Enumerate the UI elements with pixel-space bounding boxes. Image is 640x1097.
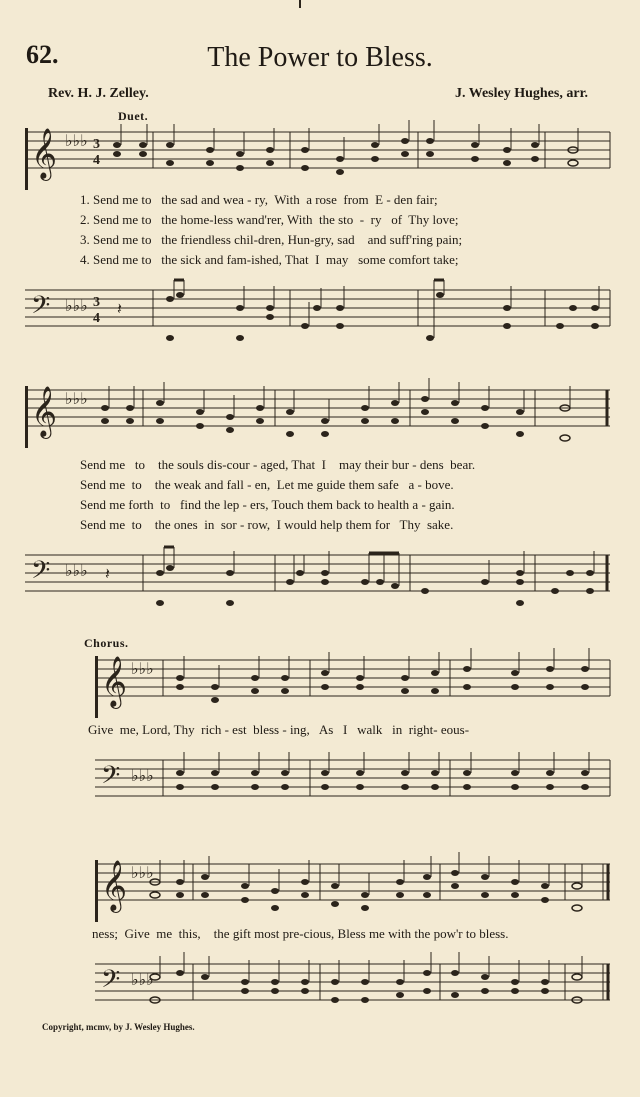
system-4-treble-staff bbox=[95, 852, 615, 922]
verse-4-line-1: 4. Send me to the sick and fam-ished, That I may some comfort take; bbox=[80, 252, 459, 267]
svg-text:𝄢: 𝄢 bbox=[101, 966, 121, 999]
svg-text:4: 4 bbox=[93, 311, 100, 326]
system-3-bass-staff bbox=[95, 748, 615, 808]
svg-text:3: 3 bbox=[93, 295, 100, 310]
chorus-line-1: Give me, Lord, Thy rich - est bless - ing, As I walk in right- eous- bbox=[88, 722, 470, 737]
system-1-treble-staff bbox=[25, 120, 615, 190]
verse-2-line-2: Send me to the weak and fall - en, Let me guide them safe a - bove. bbox=[80, 477, 454, 492]
svg-text:𝄢: 𝄢 bbox=[31, 557, 51, 590]
verse-2-line-1: 2. Send me to the home-less wand'rer, With the sto - ry of Thy love; bbox=[80, 212, 459, 227]
verse-3-line-2: Send me forth to find the lep - ers, Touch them back to health a - gain. bbox=[80, 497, 455, 512]
svg-text:♭♭♭: ♭♭♭ bbox=[65, 298, 88, 315]
page-mark bbox=[299, 0, 301, 8]
svg-text:♭♭♭: ♭♭♭ bbox=[65, 391, 88, 408]
svg-text:♭♭♭: ♭♭♭ bbox=[131, 865, 154, 882]
chorus-label: Chorus. bbox=[84, 636, 129, 650]
svg-text:3: 3 bbox=[93, 137, 100, 152]
svg-text:♭♭♭: ♭♭♭ bbox=[131, 972, 154, 989]
svg-text:𝄽: 𝄽 bbox=[105, 566, 110, 583]
hymn-number: 62. bbox=[26, 40, 59, 69]
system-1-bass-staff bbox=[25, 278, 615, 348]
copyright-notice: Copyright, mcmv, by J. Wesley Hughes. bbox=[42, 1022, 195, 1032]
verse-1-line-1: 1. Send me to the sad and wea - ry, With a rose from E - den fair; bbox=[80, 192, 438, 207]
chorus-line-2: ness; Give me this, the gift most pre-cious, Bless me with the pow'r to bless. bbox=[92, 926, 509, 941]
svg-text:𝄞: 𝄞 bbox=[101, 861, 128, 910]
svg-text:4: 4 bbox=[93, 153, 100, 168]
composer-credit: J. Wesley Hughes, arr. bbox=[454, 86, 588, 101]
hymn-title: The Power to Bless. bbox=[207, 42, 433, 73]
svg-text:𝄽: 𝄽 bbox=[117, 301, 122, 318]
duet-label: Duet. bbox=[118, 109, 149, 123]
lyricist-credit: Rev. H. J. Zelley. bbox=[48, 86, 149, 101]
verse-1-line-2: Send me to the souls dis-cour - aged, That I may their bur - dens bear. bbox=[80, 457, 476, 472]
system-2-treble-staff bbox=[25, 378, 615, 448]
svg-text:𝄢: 𝄢 bbox=[101, 762, 121, 795]
svg-text:𝄢: 𝄢 bbox=[31, 292, 51, 325]
svg-text:𝄞: 𝄞 bbox=[101, 657, 128, 706]
verse-3-line-1: 3. Send me to the friendless chil-dren, Hun-gry, sad and suff'ring pain; bbox=[80, 232, 463, 247]
svg-text:♭♭♭: ♭♭♭ bbox=[65, 563, 88, 580]
svg-text:♭♭♭: ♭♭♭ bbox=[65, 133, 88, 150]
svg-text:♭♭♭: ♭♭♭ bbox=[131, 768, 154, 785]
system-4-bass-staff bbox=[95, 952, 615, 1012]
system-2-bass-staff bbox=[25, 543, 615, 613]
svg-text:𝄞: 𝄞 bbox=[31, 387, 58, 436]
system-3-treble-staff bbox=[95, 648, 615, 718]
svg-text:𝄞: 𝄞 bbox=[31, 129, 58, 178]
svg-text:♭♭♭: ♭♭♭ bbox=[131, 661, 154, 678]
verse-4-line-2: Send me to the ones in sor - row, I would help them for Thy sake. bbox=[80, 517, 454, 532]
